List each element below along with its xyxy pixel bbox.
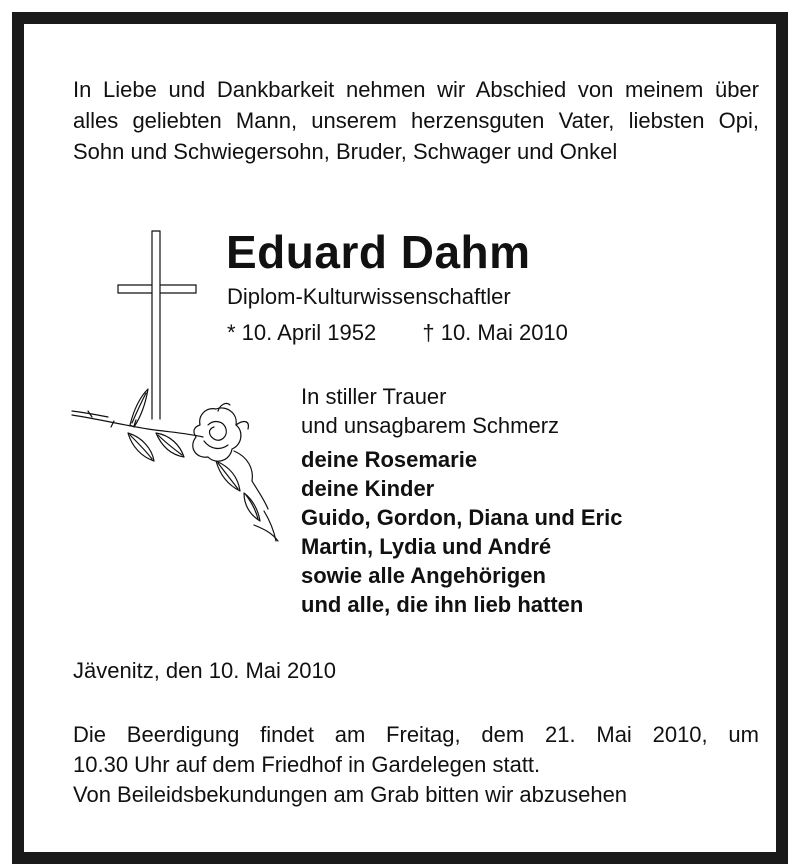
mourning-line: und unsagbarem Schmerz [301,413,560,438]
deceased-profession: Diplom-Kulturwissenschaftler [227,284,511,309]
mourner-entry: deine Kinder [301,476,435,501]
obituary-frame [12,12,788,864]
funeral-notice [73,720,759,810]
mourner-entry: sowie alle Angehörigen [301,563,546,588]
mourner-entry: Martin, Lydia und André [301,534,552,559]
mourning-phrase [301,382,559,440]
mourners-list [301,445,622,619]
funeral-line: Von Beileidsbekundungen am Grab bitten wir abzusehen [73,782,628,807]
deceased-name: Eduard Dahm [226,226,531,278]
intro-line: und Onkel [516,139,618,164]
birth-date: * 10. April 1952 [227,320,377,345]
funeral-line: 10.30 Uhr auf dem Friedhof in Gardelegen statt. [73,752,541,777]
intro-line: über alles geliebten Mann, unserem herzensguten Vater, [73,77,759,133]
intro-line: In Liebe und Dankbarkeit nehmen wir Abschied von meinem [73,77,715,102]
mourner-entry: und alle, die ihn lieb hatten [301,592,584,617]
death-date: † 10. Mai 2010 [422,320,568,345]
mourner-entry: deine Rosemarie [301,447,478,472]
intro-line: liebsten Opi, Sohn und Schwiegersohn, Bruder, Schwager [73,108,759,164]
life-dates [227,318,568,348]
mourner-entry: Guido, Gordon, Diana und Eric [301,505,623,530]
funeral-line: Die Beerdigung findet am Freitag, dem 21. Mai 2010, um [73,722,759,747]
place-and-date: Jävenitz, den 10. Mai 2010 [73,658,336,683]
intro-text [73,74,759,167]
mourning-line: In stiller Trauer [301,384,447,409]
